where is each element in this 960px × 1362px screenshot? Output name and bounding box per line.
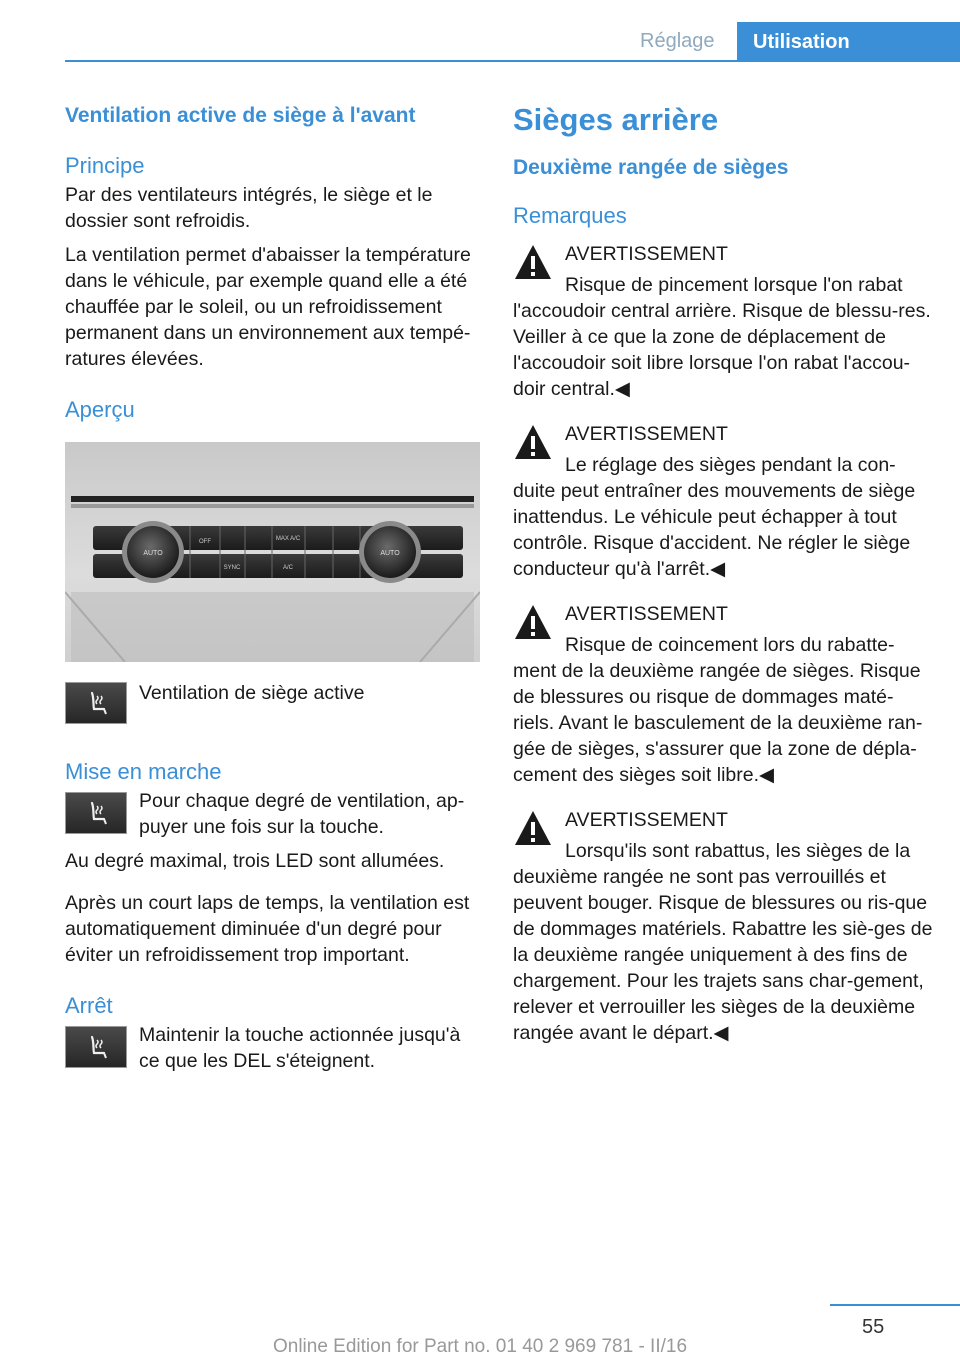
tab-utilisation[interactable]: Utilisation	[737, 22, 960, 62]
warning-triangle-icon	[513, 602, 553, 642]
remarques-heading: Remarques	[513, 203, 627, 228]
warning-heading: AVERTISSEMENT	[565, 243, 728, 265]
warning-heading: AVERTISSEMENT	[565, 603, 728, 625]
mise-en-marche-paragraph-3: Après un court laps de temps, la ventilation est automatiquement diminuée d'un degré pour éviter un refroidissement trop important.	[65, 892, 470, 966]
header-rule	[65, 60, 960, 62]
warning-block	[513, 240, 933, 402]
panel-label-off: OFF	[199, 539, 211, 545]
warning-text: Risque de pincement lorsque l'on rabat l'accoudoir central arrière. Risque de blessu‐res. Veiller à ce que la zone de déplacement de l'accoudoir soit libre lorsque l'on rabat l'accou‐doir central.◀	[513, 274, 931, 400]
warning-heading: AVERTISSEMENT	[565, 809, 728, 831]
warning-triangle-icon	[513, 242, 553, 282]
warning-text: Le réglage des sièges pendant la con‐duite peut entraîner des mouvements de siège inattendus. Le véhicule peut échapper à tout contrôle. Risque d'accident. Ne régler le siège conducteur qu'à l'arrêt.◀	[513, 454, 916, 580]
edition-footer: Online Edition for Part no. 01 40 2 969 781 - II/16	[272, 1336, 688, 1357]
climate-panel-illustration	[65, 442, 480, 662]
principe-paragraph-1: Par des ventilateurs intégrés, le siège et le dossier sont refroidis.	[65, 184, 433, 232]
seat-ventilation-button-icon	[65, 1026, 127, 1068]
seat-ventilation-button-icon	[65, 792, 127, 834]
climate-control-photo	[65, 442, 480, 662]
warning-triangle-icon	[513, 808, 553, 848]
tab-reglage[interactable]: Réglage	[640, 30, 715, 52]
seat-ventilation-icon	[84, 800, 110, 826]
panel-label-auto-left: AUTO	[143, 550, 163, 557]
mise-en-marche-paragraph-2: Au degré maximal, trois LED sont allumées.	[65, 850, 445, 872]
mise-en-marche-heading: Mise en marche	[65, 759, 222, 784]
panel-label-sync: SYNC	[223, 565, 241, 571]
warning-triangle-icon	[513, 422, 553, 462]
warning-heading: AVERTISSEMENT	[565, 423, 728, 445]
panel-label-max-ac: MAX A/C	[275, 536, 301, 542]
footer-rule	[830, 1304, 960, 1306]
arret-paragraph-1: Maintenir la touche actionnée jusqu'à ce que les DEL s'éteignent.	[139, 1024, 461, 1072]
panel-label-auto-right: AUTO	[380, 550, 400, 557]
icon-caption: Ventilation de siège active	[139, 682, 365, 704]
right-column	[513, 100, 933, 1046]
page-number: 55	[862, 1316, 885, 1338]
mise-en-marche-paragraph-1: Pour chaque degré de ventilation, ap‐puyer une fois sur la touche.	[139, 790, 465, 838]
principe-heading: Principe	[65, 153, 145, 178]
warning-block	[513, 806, 933, 1046]
warning-block	[513, 600, 933, 788]
left-column	[65, 100, 485, 1074]
apercu-heading: Aperçu	[65, 397, 135, 422]
warning-text: Risque de coincement lors du rabatte‐ment de la deuxième rangée de sièges. Risque de blessures ou risque de dommages maté‐riels. Avant le basculement de la deuxième ran‐gée de sièges, s'assurer que la zone de dépla‐cement des sièges soit libre.◀	[513, 634, 923, 786]
warning-block	[513, 420, 933, 582]
page-title: Sièges arrière	[513, 102, 719, 137]
warning-text: Lorsqu'ils sont rabattus, les sièges de la deuxième rangée ne sont pas verrouillés et peuvent bouger. Risque de blessures ou ris‐que de dommages matériels. Rabattre les siè‐ges de la deuxième rangée uniquement à des fins de chargement. Pour les trajets sans char‐gement, relever et verrouiller les sièges de la deuxième rangée avant le départ.◀	[513, 840, 933, 1044]
arret-heading: Arrêt	[65, 993, 113, 1018]
subtitle: Deuxième rangée de sièges	[513, 156, 789, 179]
seat-ventilation-button-icon	[65, 682, 127, 724]
section-title: Ventilation active de siège à l'avant	[65, 104, 416, 127]
seat-ventilation-icon	[84, 1034, 110, 1060]
principe-paragraph-2: La ventilation permet d'abaisser la température dans le véhicule, par exemple quand elle a été chauffée par le soleil, ou un refroidissement permanent dans un environnement aux tempé‐ratures élevées.	[65, 244, 471, 370]
panel-label-ac: A/C	[282, 565, 294, 571]
seat-ventilation-icon	[84, 690, 110, 716]
